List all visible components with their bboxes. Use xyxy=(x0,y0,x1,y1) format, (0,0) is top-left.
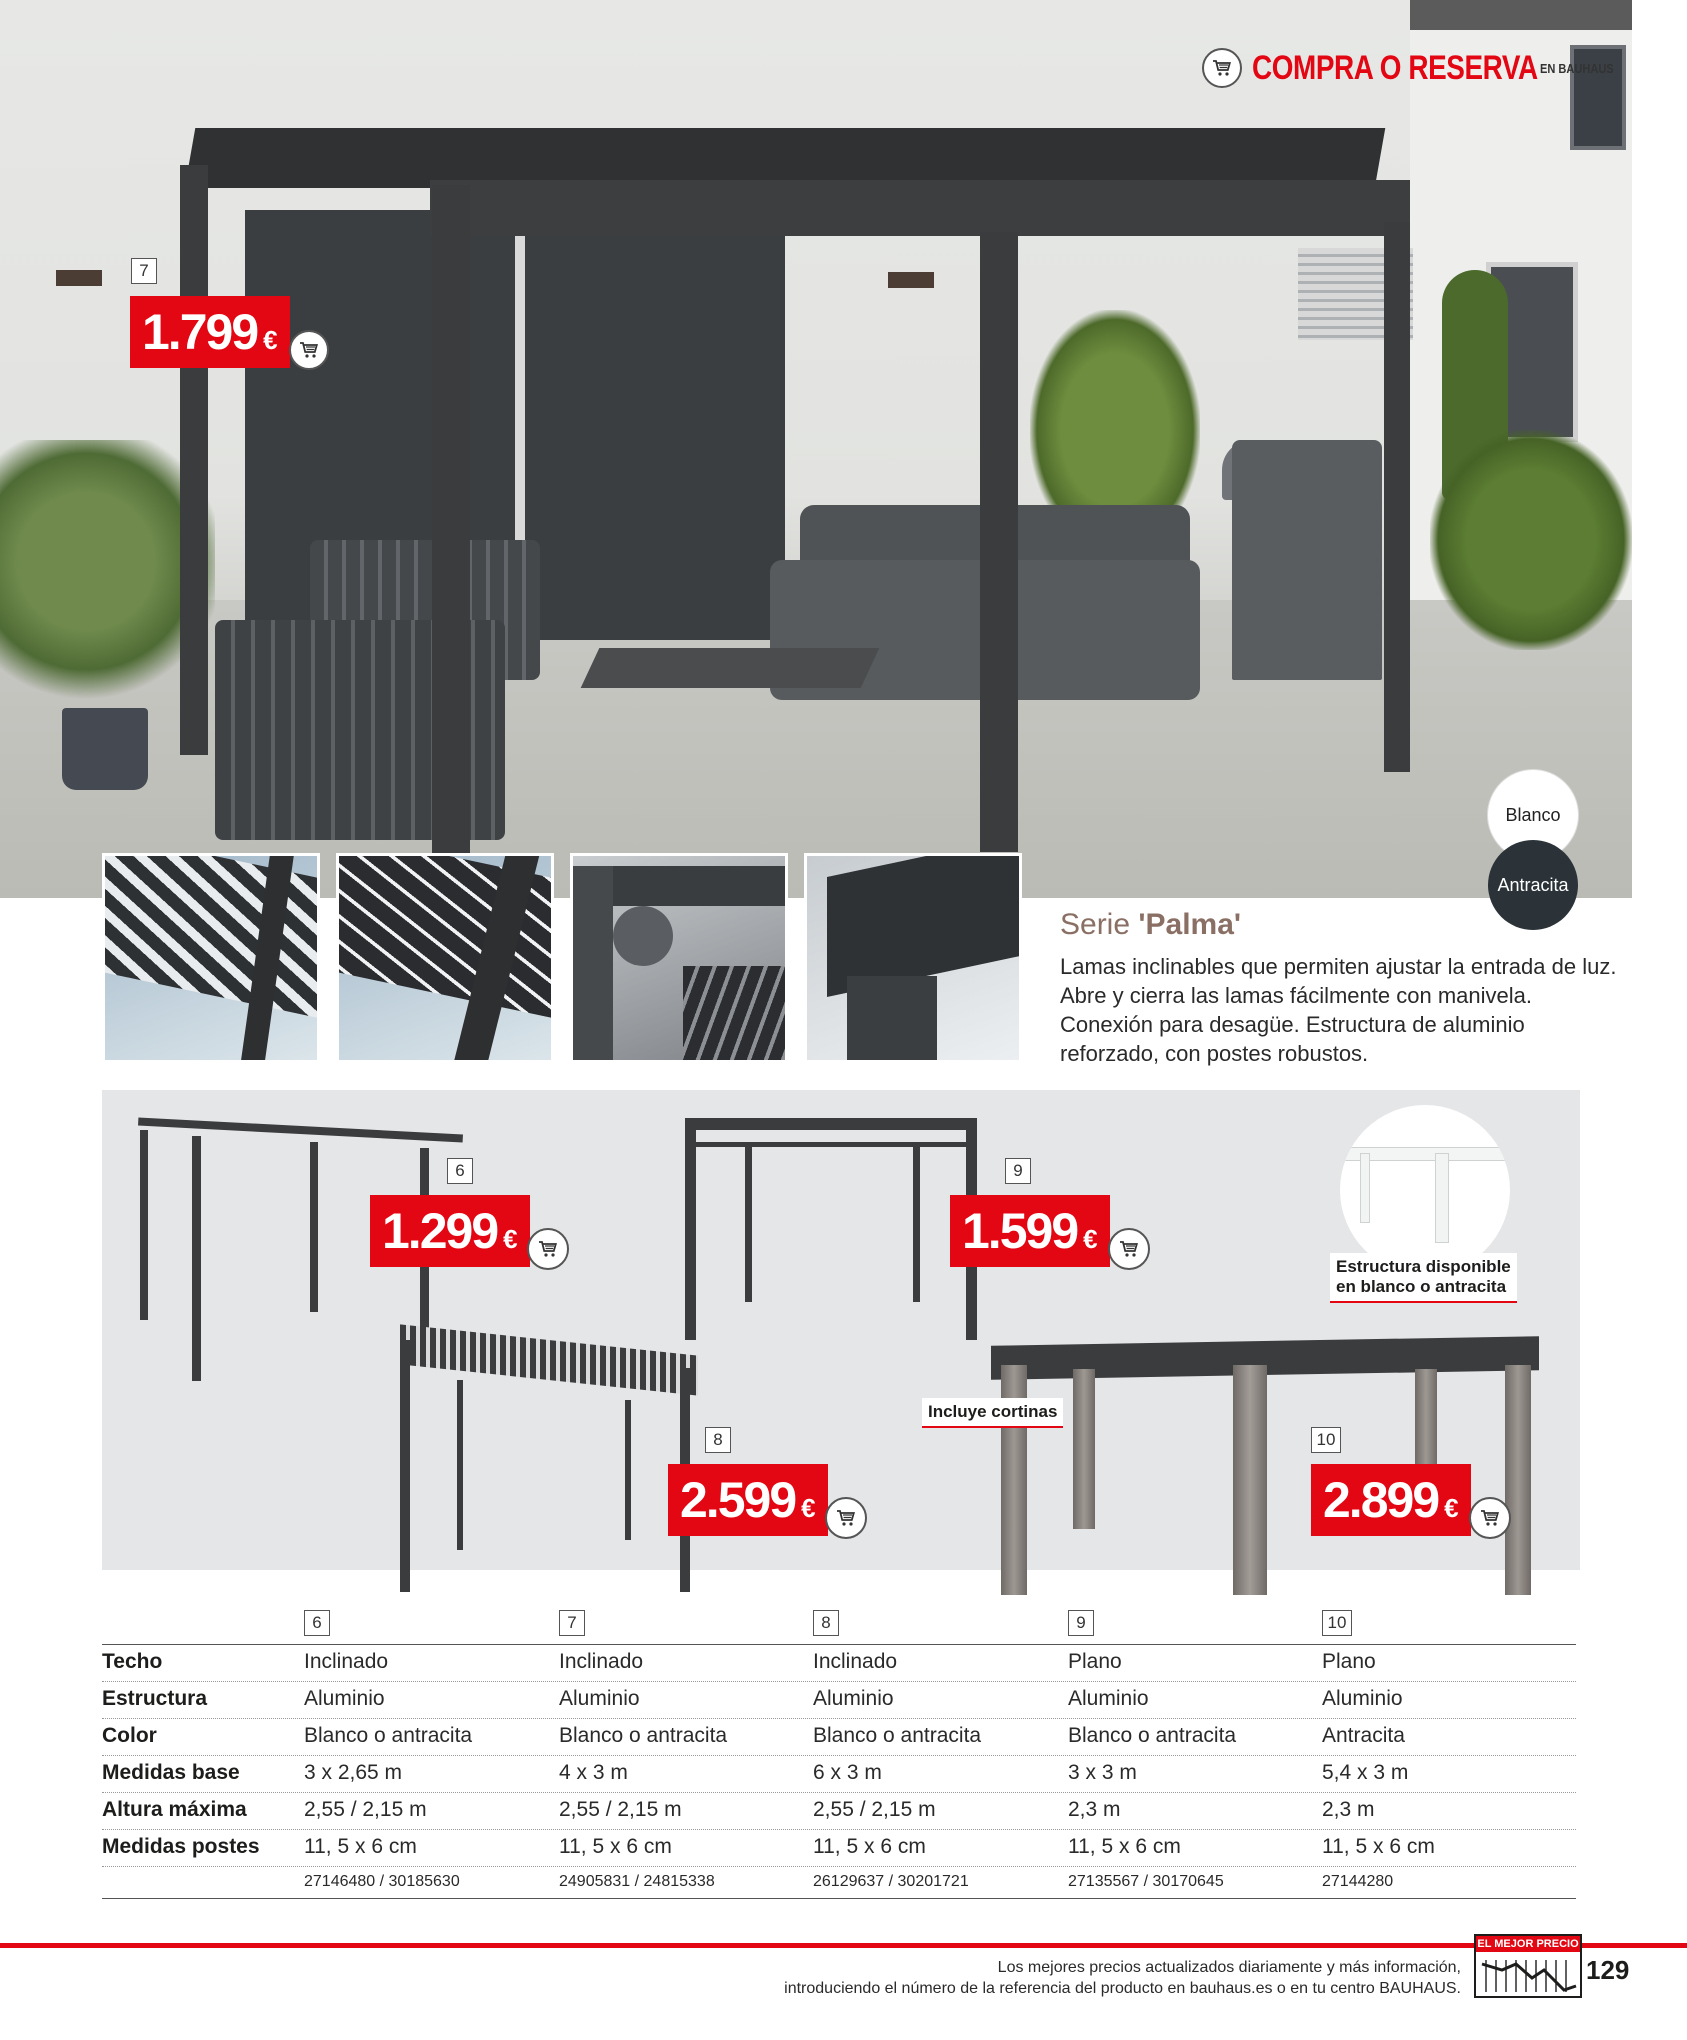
pergola-beam xyxy=(430,180,1410,236)
spec-cell: Aluminio xyxy=(813,1687,894,1710)
item-number-badge: 8 xyxy=(705,1427,731,1453)
color-swatch-white[interactable]: Blanco xyxy=(1488,770,1578,860)
pergola-post xyxy=(980,232,1018,852)
price-currency: € xyxy=(1083,1223,1098,1254)
price-tag xyxy=(668,1464,828,1536)
detail-photo-louvres xyxy=(102,853,320,1063)
product-reference: 24905831 / 24815338 xyxy=(559,1873,715,1890)
product-reference: 26129637 / 30201721 xyxy=(813,1873,969,1890)
spec-header-row xyxy=(102,1605,1576,1645)
price-amount: 2.899 xyxy=(1323,1472,1439,1528)
price-amount: 2.599 xyxy=(680,1472,796,1528)
spec-table xyxy=(102,1605,1576,1899)
page-number: 129 xyxy=(1586,1955,1630,1985)
zoom-detail-white xyxy=(1340,1105,1510,1275)
shopping-cart-icon xyxy=(1202,48,1242,88)
shopping-cart-icon xyxy=(1117,1237,1141,1261)
spec-cell: 2,3 m xyxy=(1322,1798,1375,1821)
plant-pot xyxy=(62,708,148,790)
pergola-post xyxy=(180,165,208,755)
spec-cell: Aluminio xyxy=(1322,1687,1403,1710)
spec-cell: Aluminio xyxy=(1068,1687,1149,1710)
price-currency: € xyxy=(1444,1492,1459,1523)
product-reference: 27144280 xyxy=(1322,1873,1394,1890)
bbq-grill xyxy=(1232,440,1382,680)
spec-cell: Inclinado xyxy=(813,1650,898,1673)
add-to-cart-button[interactable] xyxy=(1108,1228,1150,1270)
spec-row-altura-maxima xyxy=(102,1793,1576,1830)
spec-cell: 2,3 m xyxy=(1068,1798,1121,1821)
compra-subtitle: EN BAUHAUS xyxy=(1540,60,1614,76)
add-to-cart-button[interactable] xyxy=(527,1228,569,1270)
spec-cell: 2,55 / 2,15 m xyxy=(559,1798,682,1821)
spec-label: Medidas postes xyxy=(102,1835,260,1858)
garden-shrubs xyxy=(1430,430,1632,650)
spec-row-techo xyxy=(102,1645,1576,1682)
spec-cell: 6 x 3 m xyxy=(813,1761,882,1784)
detail-photo-crank xyxy=(570,853,788,1063)
wall-lamp xyxy=(888,272,934,288)
spec-row-color xyxy=(102,1719,1576,1756)
spec-cell: 11, 5 x 6 cm xyxy=(1322,1835,1435,1858)
spec-cell: 2,55 / 2,15 m xyxy=(813,1798,936,1821)
spec-cell: Inclinado xyxy=(304,1650,389,1673)
spec-cell: 11, 5 x 6 cm xyxy=(1068,1835,1181,1858)
add-to-cart-button[interactable] xyxy=(289,330,329,370)
item-number-badge: 6 xyxy=(447,1158,473,1184)
structure-callout-line2: en blanco o antracita xyxy=(1336,1277,1507,1296)
spec-cell: Plano xyxy=(1322,1650,1376,1673)
detail-photo-louvres-open xyxy=(336,853,554,1063)
spec-row-estructura xyxy=(102,1682,1576,1719)
pergola-post xyxy=(1384,222,1410,772)
spec-column-number: 8 xyxy=(813,1610,839,1636)
spec-label: Medidas base xyxy=(102,1761,240,1784)
price-currency: € xyxy=(263,324,278,355)
footer-note-line2: introduciendo el número de la referencia del producto en bauhaus.es o en tu centro BAUHAUS. xyxy=(784,1980,1461,1997)
best-price-badge xyxy=(1474,1934,1582,1998)
best-price-label: EL MEJOR PRECIO xyxy=(1477,1938,1579,1950)
footer-note-line1: Los mejores precios actualizados diariamente y más información, xyxy=(997,1959,1461,1976)
spec-label: Altura máxima xyxy=(102,1798,247,1821)
spec-cell: Inclinado xyxy=(559,1650,644,1673)
description-text: Lamas inclinables que permiten ajustar la entrada de luz. Abre y cierra las lamas fácilmente con manivela. Conexión para desagüe. Estructura de aluminio reforzado, con postes robustos. xyxy=(1060,954,1617,1066)
spec-label: Estructura xyxy=(102,1687,208,1710)
spec-label: Color xyxy=(102,1724,157,1747)
series-prefix: Serie xyxy=(1060,908,1131,941)
pergola-post xyxy=(432,185,470,855)
color-swatch-anthracite[interactable]: Antracita xyxy=(1488,840,1578,930)
price-tag xyxy=(130,296,290,368)
hero-photo xyxy=(0,0,1632,898)
wall-lamp xyxy=(56,270,102,286)
spec-column-number: 6 xyxy=(304,1610,330,1636)
spec-cell: Blanco o antracita xyxy=(304,1724,473,1747)
price-tag xyxy=(370,1195,530,1267)
spec-cell: Blanco o antracita xyxy=(813,1724,982,1747)
coffee-table xyxy=(581,648,880,688)
price-currency: € xyxy=(801,1492,816,1523)
compra-title: COMPRA O RESERVA xyxy=(1251,48,1538,87)
spec-row-references xyxy=(102,1867,1576,1899)
shopping-cart-icon xyxy=(297,338,321,362)
spec-cell: 11, 5 x 6 cm xyxy=(559,1835,672,1858)
shopping-cart-icon xyxy=(536,1237,560,1261)
spec-cell: 4 x 3 m xyxy=(559,1761,628,1784)
spec-cell: Blanco o antracita xyxy=(559,1724,728,1747)
product-reference: 27146480 / 30185630 xyxy=(304,1873,460,1890)
detail-photo-joint xyxy=(804,853,1022,1063)
spec-row-medidas-base xyxy=(102,1756,1576,1793)
spec-column-number: 9 xyxy=(1068,1610,1094,1636)
series-name: 'Palma' xyxy=(1138,908,1242,941)
pergola-product-9 xyxy=(685,1118,980,1343)
price-trend-icon xyxy=(1480,1956,1578,1994)
price-amount: 1.599 xyxy=(962,1203,1078,1259)
spec-cell: Aluminio xyxy=(559,1687,640,1710)
spec-cell: 3 x 2,65 m xyxy=(304,1761,403,1784)
add-to-cart-button[interactable] xyxy=(825,1497,867,1539)
shopping-cart-icon xyxy=(1478,1506,1502,1530)
spec-cell: 11, 5 x 6 cm xyxy=(813,1835,926,1858)
series-title xyxy=(1060,908,1620,942)
item-number-badge: 7 xyxy=(131,258,157,284)
spec-label: Techo xyxy=(102,1650,163,1673)
add-to-cart-button[interactable] xyxy=(1469,1497,1511,1539)
shopping-cart-icon xyxy=(834,1506,858,1530)
footer-divider xyxy=(0,1943,1687,1948)
house-roof xyxy=(1410,0,1632,30)
item-number-badge: 10 xyxy=(1311,1427,1341,1453)
compra-o-reserva[interactable] xyxy=(1202,48,1627,88)
price-amount: 1.299 xyxy=(382,1203,498,1259)
product-description xyxy=(1060,908,1620,1068)
spec-cell: 2,55 / 2,15 m xyxy=(304,1798,427,1821)
price-amount: 1.799 xyxy=(142,304,258,360)
spec-cell: Aluminio xyxy=(304,1687,385,1710)
spec-cell: Blanco o antracita xyxy=(1068,1724,1237,1747)
spec-column-number: 10 xyxy=(1322,1610,1352,1636)
price-tag xyxy=(1311,1464,1471,1536)
spec-cell: 5,4 x 3 m xyxy=(1322,1761,1409,1784)
spec-column-number: 7 xyxy=(559,1610,585,1636)
structure-callout-line1: Estructura disponible xyxy=(1336,1257,1511,1276)
spec-cell: 11, 5 x 6 cm xyxy=(304,1835,417,1858)
curtains-callout: Incluye cortinas xyxy=(922,1398,1063,1428)
price-currency: € xyxy=(503,1223,518,1254)
pergola-roof xyxy=(185,128,1386,188)
spec-cell: 3 x 3 m xyxy=(1068,1761,1137,1784)
spec-row-medidas-postes xyxy=(102,1830,1576,1867)
footer-note xyxy=(784,1957,1461,1999)
price-tag xyxy=(950,1195,1110,1267)
pergola-product-8 xyxy=(395,1340,695,1595)
structure-callout xyxy=(1330,1253,1517,1303)
spec-cell: Plano xyxy=(1068,1650,1122,1673)
item-number-badge: 9 xyxy=(1005,1158,1031,1184)
spec-cell: Antracita xyxy=(1322,1724,1405,1747)
product-reference: 27135567 / 30170645 xyxy=(1068,1873,1224,1890)
